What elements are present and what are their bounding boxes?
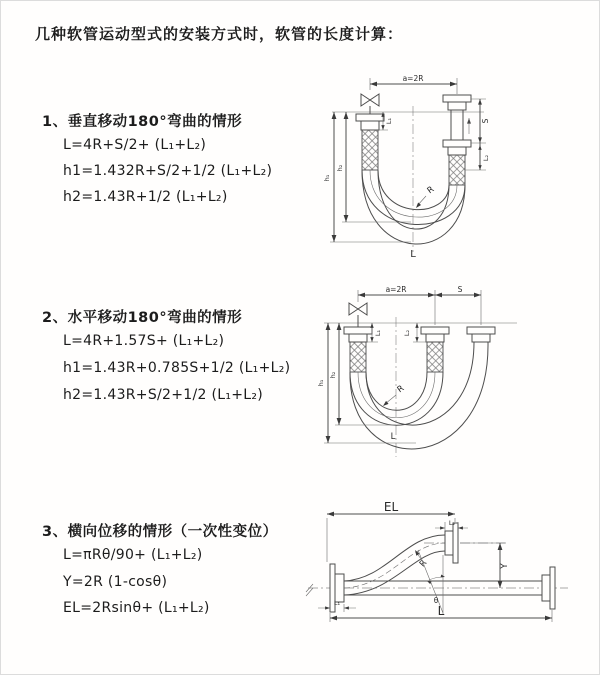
diagram-lateral-displacement — [302, 500, 600, 670]
braided-hose-section — [362, 130, 378, 170]
dim-label-r: R — [417, 558, 430, 570]
valve-icon — [361, 94, 379, 114]
dim-label-h1: h₁ — [317, 379, 325, 387]
diagram-vertical-180-bend — [312, 70, 562, 260]
dim-label-l1: L₁ — [385, 117, 393, 125]
dim-label-l1: L₁ — [333, 599, 341, 607]
dim-label-r: R — [395, 383, 407, 396]
fixed-end-pipe — [344, 327, 372, 372]
braided-hose-section — [427, 342, 443, 372]
dim-label-l: L — [437, 604, 445, 618]
section-2-formula-h2: h2=1.43R+S/2+1/2 (L₁+L₂) — [63, 387, 264, 403]
section-3-formula-L: L=πRθ/90+ (L₁+L₂) — [63, 547, 203, 563]
braided-hose-section — [449, 155, 465, 185]
dim-label-l2: L₂ — [448, 519, 456, 527]
dimensions — [317, 285, 481, 443]
dim-label-s: S — [457, 285, 463, 294]
dim-label-theta: θ — [433, 596, 439, 605]
dim-label-h2: h₂ — [329, 371, 337, 379]
section-3-formula-EL: EL=2Rsinθ+ (L₁+L₂) — [63, 600, 210, 616]
dim-label-h2: h₂ — [336, 164, 344, 172]
section-2-heading: 2、水平移动180°弯曲的情形 — [42, 310, 243, 326]
dim-label-l2: L₂ — [482, 154, 490, 162]
dim-label-s: S — [481, 118, 490, 124]
page-title: 几种软管运动型式的安装方式时，软管的长度计算： — [35, 25, 404, 43]
diagram-horizontal-180-bend — [312, 283, 572, 463]
dim-label-h1: h₁ — [323, 174, 331, 182]
section-1-formula-h1: h1=1.432R+S/2+1/2 (L₁+L₂) — [63, 163, 273, 179]
displaced-position-hose — [344, 523, 458, 595]
dimensions — [318, 500, 552, 622]
section-3-heading: 3、横向位移的情形（一次性变位） — [42, 524, 278, 540]
dim-label-el: EL — [383, 500, 399, 514]
dim-label-l: L — [410, 249, 416, 260]
section-1-formula-L: L=4R+S/2+ (L₁+L₂) — [63, 137, 207, 153]
fixed-end-pipe — [356, 114, 384, 170]
dim-label-r: R — [425, 184, 437, 197]
dim-label-l1: L₁ — [374, 329, 382, 337]
dim-label-l: L — [390, 432, 396, 442]
section-1-heading: 1、垂直移动180°弯曲的情形 — [42, 114, 243, 130]
valve-icon — [349, 303, 367, 327]
moving-end-pipe-displaced — [467, 327, 495, 342]
moving-end-pipe — [443, 95, 471, 185]
dim-label-l2: L₂ — [403, 329, 411, 337]
pipe-break-mark — [306, 584, 313, 596]
section-2-formula-h1: h1=1.43R+0.785S+1/2 (L₁+L₂) — [63, 360, 291, 376]
hose-bend-curves — [350, 342, 488, 449]
braided-hose-section — [350, 342, 366, 372]
dim-label-y: Y — [500, 563, 510, 569]
section-1-formula-h2: h2=1.43R+1/2 (L₁+L₂) — [63, 189, 228, 205]
section-3-formula-Y: Y=2R (1-cosθ) — [63, 574, 168, 590]
dim-label-a2r: a=2R — [402, 74, 424, 83]
moving-end-pipe-original — [421, 327, 449, 372]
dim-label-a2r: a=2R — [385, 285, 407, 294]
section-2-formula-L: L=4R+1.57S+ (L₁+L₂) — [63, 333, 225, 349]
